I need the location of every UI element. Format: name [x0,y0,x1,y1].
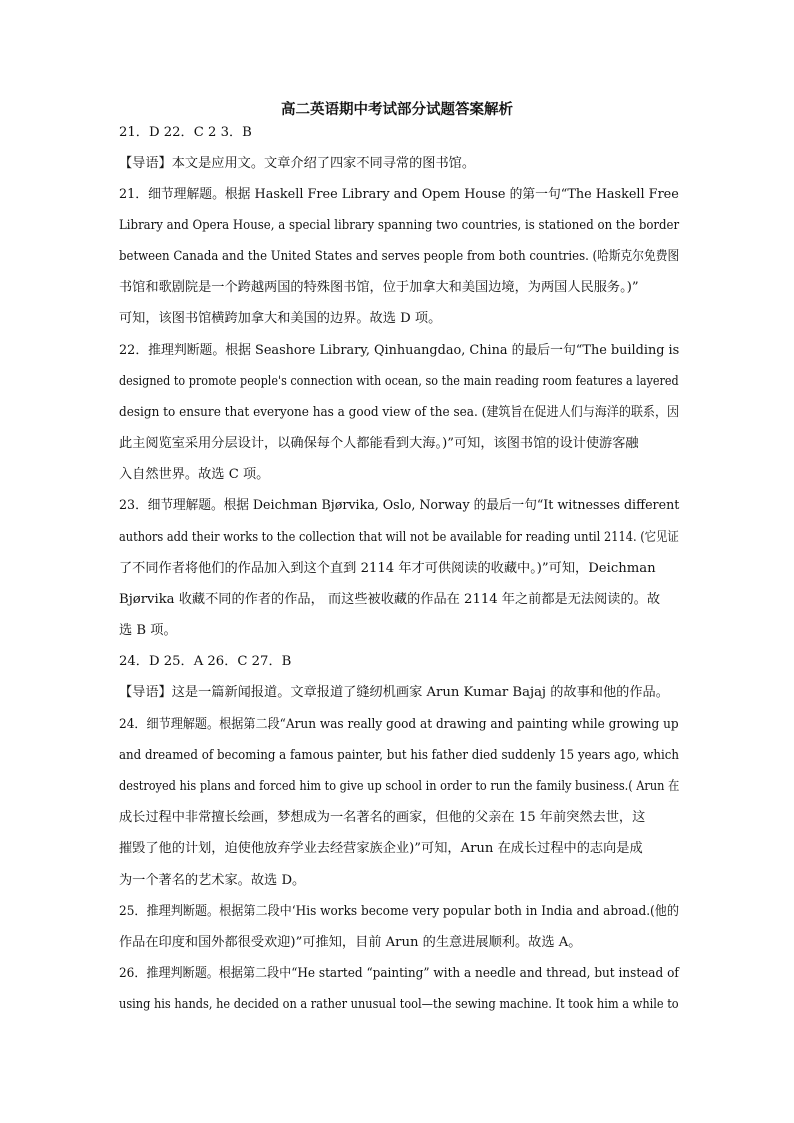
explanation-line: using his hands, he decided on a rather unusual tool—the sewing machine. It took him a while to [119,997,679,1012]
explanation-line: 为一个著名的艺术家。故选 D。 [119,873,306,888]
explanation-line: Library and Opera House, a special library spanning two countries, is stationed on the border [119,218,680,233]
explanation-line: 入自然世界。故选 C 项。 [119,467,270,482]
answer-key-24-27: 24．D 25．A 26．C 27．B [119,654,292,669]
explanation-line: 22．推理判断题。根据 Seashore Library, Qinhuangdao, China 的最后一句“The building is [119,343,680,358]
explanation-line: 成长过程中非常擅长绘画，梦想成为一名著名的画家，但他的父亲在 15 年前突然去世，这 [119,810,646,825]
explanation-line: 24．细节理解题。根据第二段“Arun was really good at drawing and painting while growing up [119,717,679,732]
explanation-line: 21．细节理解题。根据 Haskell Free Library and Opem House 的第一句“The Haskell Free [119,187,679,202]
explanation-line: 作品在印度和国外都很受欢迎)”可推知，目前 Arun 的生意进展顺利。故选 A。 [119,935,582,950]
explanation-line: authors add their works to the collection that will not be available for reading until 2114. (它见证 [119,530,679,545]
passage-intro-2: 【导语】这是一篇新闻报道。文章报道了缝纫机画家 Arun Kumar Bajaj 的故事和他的作品。 [119,685,669,700]
explanation-line: and dreamed of becoming a famous painter, but his father died suddenly 15 years ago, which [119,748,680,763]
explanation-line: 26．推理判断题。根据第二段中“He started “painting” with a needle and thread, but instead of [119,966,679,981]
explanation-line: 选 B 项。 [119,623,177,638]
explanation-line: 摧毁了他的计划，迫使他放弃学业去经营家族企业)”可知，Arun 在成长过程中的志向是成 [119,841,643,856]
explanation-line: 书馆和歌剧院是一个跨越两国的特殊图书馆，位于加拿大和美国边境，为两国人民服务。)” [119,280,639,295]
explanation-line: 可知，该图书馆横跨加拿大和美国的边界。故选 D 项。 [119,311,442,326]
explanation-line: destroyed his plans and forced him to give up school in order to run the family business.( Arun 在 [119,779,680,794]
explanation-line: designed to promote people's connection with ocean, so the main reading room features a layered [119,374,679,389]
explanation-line: 了不同作者将他们的作品加入到这个直到 2114 年才可供阅读的收藏中。)”可知，Deichman [119,561,656,576]
page-title: 高二英语期中考试部分试题答案解析 [281,101,513,118]
explanation-line: 此主阅览室采用分层设计，以确保每个人都能看到大海。)”可知，该图书馆的设计使游客融 [119,436,639,451]
explanation-line: 25．推理判断题。根据第二段中‘His works become very popular both in India and abroad.(他的 [119,904,679,919]
answer-key-21-23: 21．D 22．C 2 3．B [119,125,252,140]
explanation-line: Bjørvika 收藏不同的作者的作品， 而这些被收藏的作品在 2114 年之前都是无法阅读的。故 [119,592,661,607]
explanation-line: between Canada and the United States and serves people from both countries. (哈斯克尔免费图 [119,249,680,264]
explanation-line: design to ensure that everyone has a good view of the sea. (建筑旨在促进人们与海洋的联系，因 [119,405,680,420]
explanation-line: 23．细节理解题。根据 Deichman Bjørvika, Oslo, Norway 的最后一句“It witnesses different [119,498,680,513]
passage-intro-1: 【导语】本文是应用文。文章介绍了四家不同寻常的图书馆。 [119,156,476,171]
